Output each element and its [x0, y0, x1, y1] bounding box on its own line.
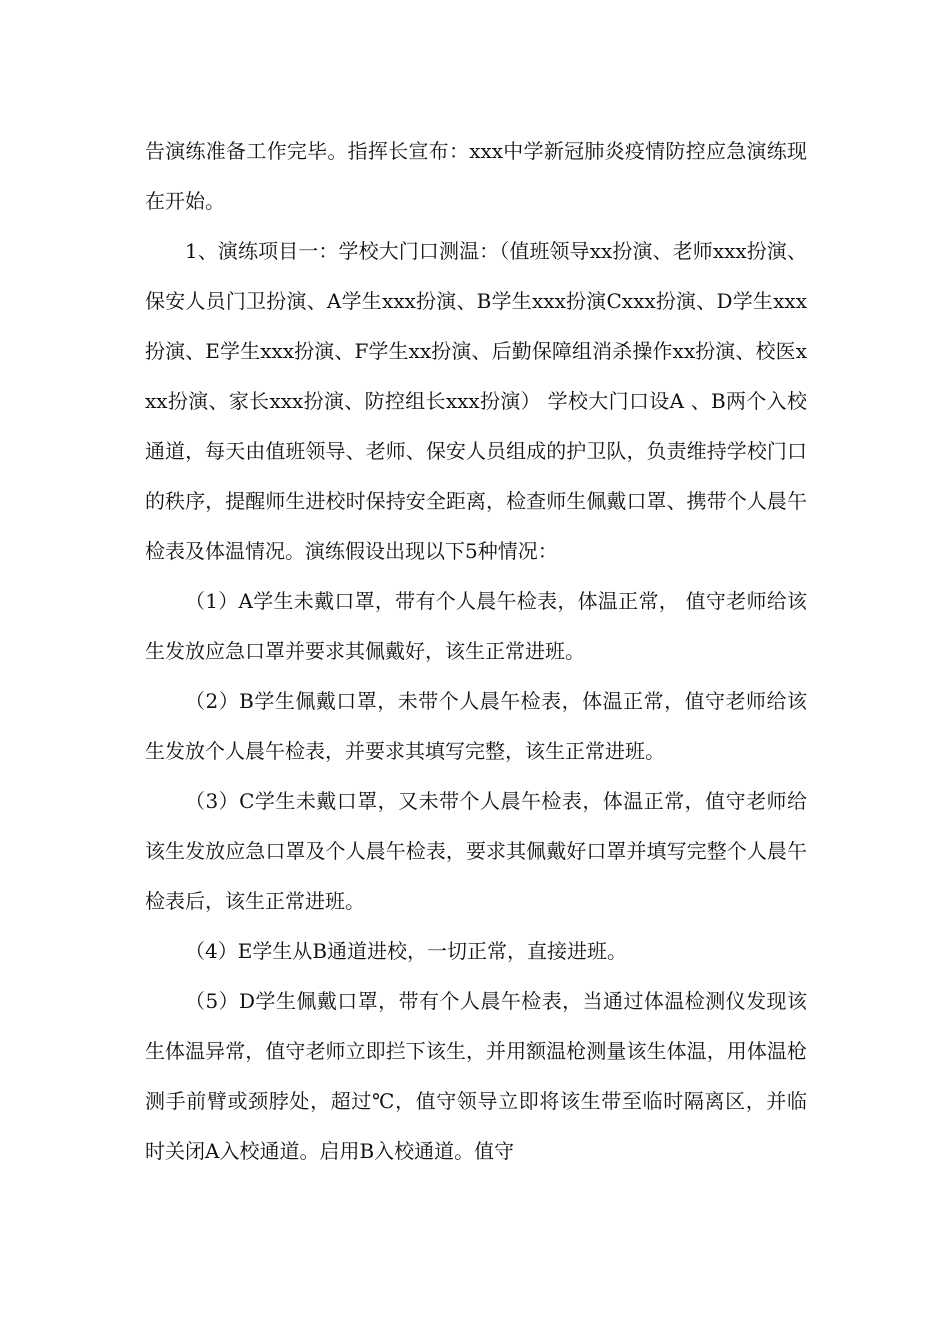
paragraph-case-1: （1）A学生未戴口罩，带有个人晨午检表，体温正常， 值守老师给该生发放应急口罩并要求其佩戴好，该生正常进班。: [145, 589, 807, 663]
paragraph-case-2: （2）B学生佩戴口罩，未带个人晨午检表，体温正常，值守老师给该生发放个人晨午检表，并要求其填写完整，该生正常进班。: [145, 689, 807, 763]
document-body: [145, 126, 807, 1176]
paragraph-case-5: （5）D学生佩戴口罩，带有个人晨午检表，当通过体温检测仪发现该生体温异常，值守老师立即拦下该生，并用额温枪测量该生体温，用体温枪测手前臂或颈脖处，超过℃，值守领导立即将该生带至临时隔离区，并临时关闭A入校通道。启用B入校通道。值守: [145, 989, 807, 1163]
paragraph-case-4: （4）E学生从B通道进校，一切正常，直接进班。: [185, 939, 628, 963]
paragraph-continuation: 告演练准备工作完毕。指挥长宣布：xxx中学新冠肺炎疫情防控应急演练现在开始。: [145, 139, 807, 213]
paragraph-drill-item-1: 1、演练项目一：学校大门口测温：（值班领导xx扮演、老师xxx扮演、保安人员门卫扮演、A学生xxx扮演、B学生xxx扮演Cxxx扮演、D学生xxx扮演、E学生xxx扮演、F学生xx扮演、后勤保障组消杀操作xx扮演、校医xxx扮演、家长xxx扮演、防控组长xxx扮演） 学校大门口设A 、B两个入校通道，每天由值班领导、老师、保安人员组成的护卫队，负责维持学校门口的秩序，提醒师生进校时保持安全距离，检查师生佩戴口罩、携带个人晨午检表及体温情况。演练假设出现以下5种情况：: [145, 239, 807, 563]
paragraph-case-3: （3）C学生未戴口罩，又未带个人晨午检表，体温正常，值守老师给该生发放应急口罩及个人晨午检表，要求其佩戴好口罩并填写完整个人晨午检表后，该生正常进班。: [145, 789, 807, 913]
